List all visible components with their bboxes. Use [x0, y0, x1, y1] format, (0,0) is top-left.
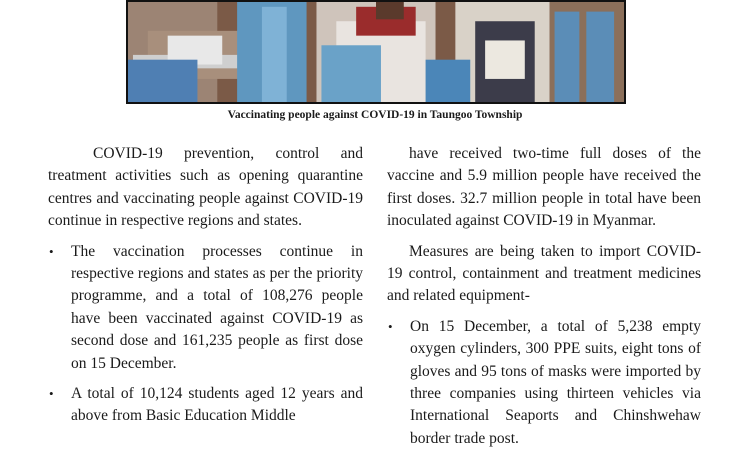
- photo-caption: Vaccinating people against COVID-19 in Taungoo Township: [227, 109, 523, 121]
- measures-paragraph: Measures are being taken to import COVID-19 control, containment and treatment medicines and related equipment-: [387, 242, 701, 305]
- bullet-text: On 15 December, a total of 5,238 empty oxygen cylinders, 300 PPE suits, eight tons of gloves and 95 tons of masks were imported by three companies using thirteen vehicles via International Seaports and Chinshwehaw border trade post.: [410, 317, 701, 447]
- bullet-icon: •: [49, 243, 54, 259]
- list-item: [48, 383, 363, 428]
- vaccination-photo: [126, 0, 626, 104]
- bullet-text: The vaccination processes continue in respective regions and states as per the priority programme, and a total of 108,276 people have been vaccinated against COVID-19 as second dose and 161,235 people as first dose on 15 December.: [71, 242, 363, 372]
- list-item: [387, 316, 701, 450]
- right-bullet-list: [387, 316, 701, 450]
- list-item: [48, 241, 363, 375]
- photo-illustration: [128, 2, 624, 102]
- left-column: [48, 143, 363, 436]
- bullet-icon: •: [388, 318, 393, 334]
- bullet-icon: •: [49, 386, 54, 402]
- left-bullet-list: [48, 241, 363, 428]
- bullet-text: A total of 10,124 students aged 12 years and above from Basic Education Middle: [71, 385, 363, 425]
- intro-paragraph: COVID-19 prevention, control and treatment activities such as opening quarantine centres and vaccinating people against COVID-19 continue in respective regions and states.: [48, 145, 363, 230]
- right-column: [387, 143, 701, 458]
- continuation-paragraph: have received two-time full doses of the vaccine and 5.9 million people have received the first doses. 32.7 million people in total have been inoculated against COVID-19 in Myanmar.: [387, 145, 701, 230]
